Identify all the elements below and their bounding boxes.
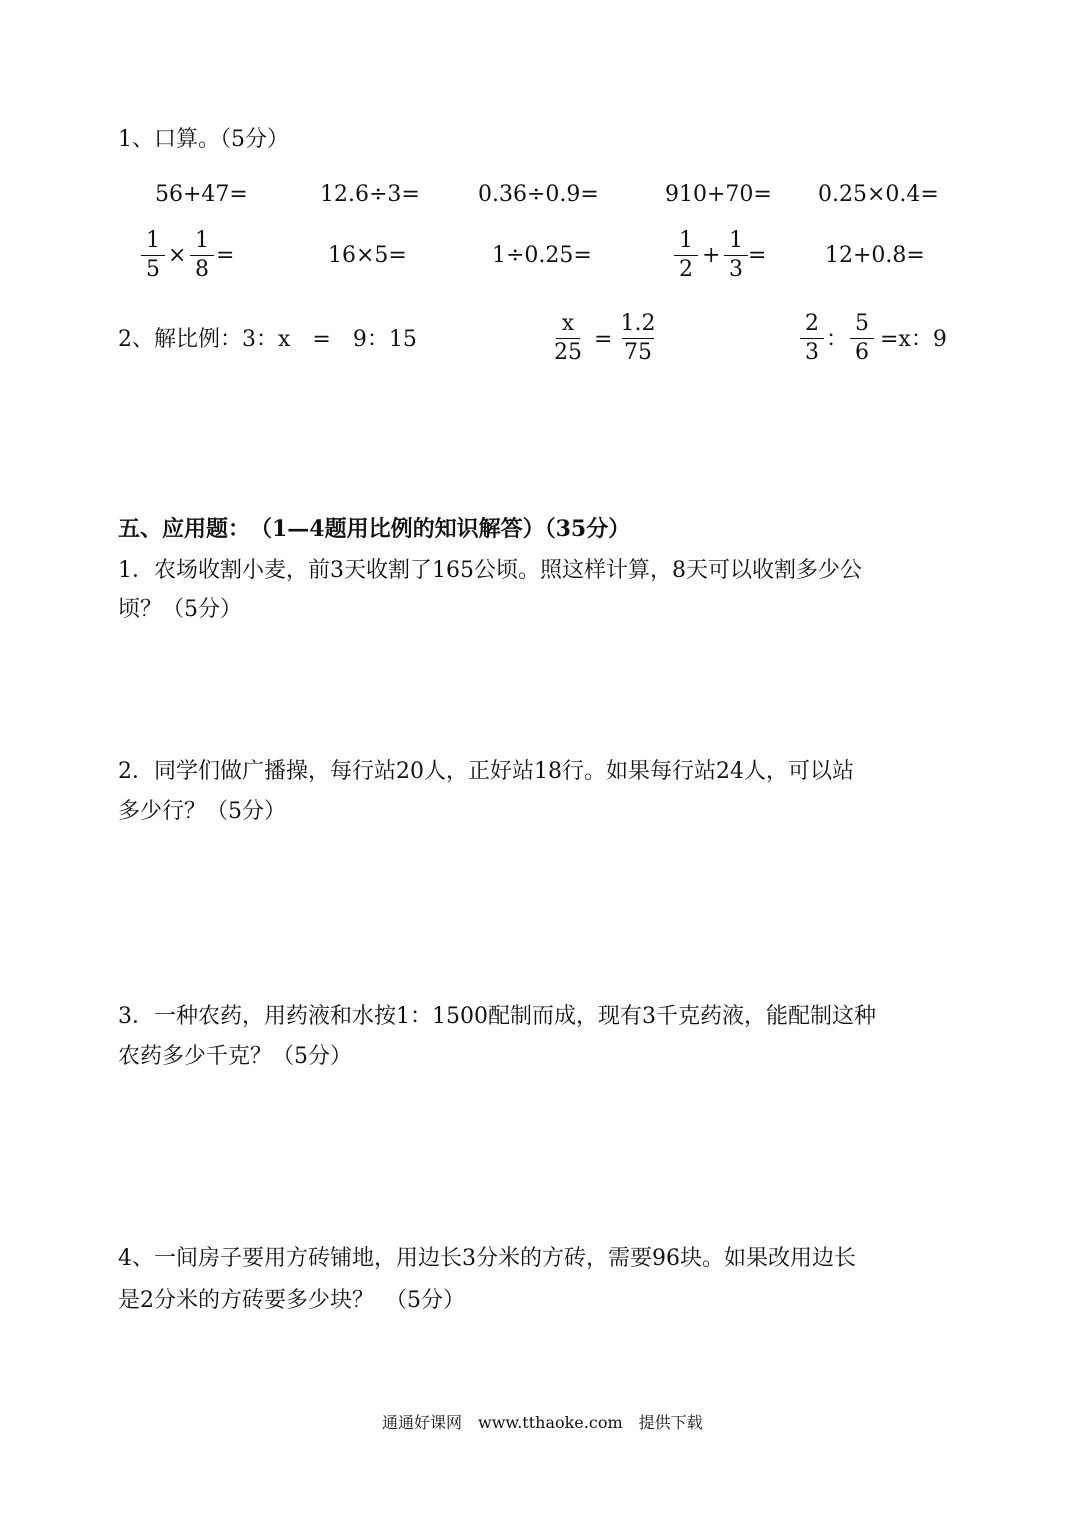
fraction-denominator: 2 [679, 257, 693, 282]
calc-row1-item: 0.25×0.4= [818, 182, 939, 207]
calc-row1-item: 56+47= [155, 182, 248, 207]
problem-line: 顷？（5分） [118, 597, 242, 622]
fraction [133, 228, 173, 283]
calc-row1-item: 12.6÷3= [320, 182, 420, 207]
fraction-bar [800, 338, 824, 339]
section-heading: 五、应用题： （1—4题用比例的知识解答）（35分） [118, 516, 631, 542]
fraction-bar [190, 255, 214, 256]
equals-sign: = [594, 327, 613, 352]
fraction-denominator: 3 [729, 257, 743, 282]
fraction-denominator: 25 [554, 340, 582, 365]
fraction-numerator: 1 [146, 228, 160, 253]
fraction-numerator: 5 [855, 311, 869, 336]
footer-text: 通通好课网 www.tthaoke.com 提供下载 [382, 1413, 703, 1432]
fraction-numerator: 1.2 [620, 311, 656, 336]
problem-line: 4、一间房子要用方砖铺地，用边长3分米的方砖，需要96块。如果改用边长 [118, 1246, 856, 1271]
fraction-denominator: 8 [195, 257, 209, 282]
calc-row2-item: 12+0.8= [825, 243, 925, 268]
problem-line: 农药多少千克？（5分） [118, 1044, 352, 1069]
fraction-numerator: 1 [195, 228, 209, 253]
problem-line: 3．一种农药，用药液和水按1：1500配制而成，现有3千克药液，能配制这种 [118, 1004, 876, 1029]
fraction-numerator: x [561, 311, 575, 336]
fraction-denominator: 5 [146, 257, 160, 282]
fraction [842, 311, 882, 366]
fraction-numerator: 2 [805, 311, 819, 336]
fraction-bar [622, 338, 654, 339]
calc-row1-item: 0.36÷0.9= [478, 182, 599, 207]
fraction-bar [141, 255, 165, 256]
calc-row2-item: 16×5= [328, 243, 407, 268]
colon-sign: ： [826, 327, 849, 352]
fraction-denominator: 3 [805, 340, 819, 365]
fraction-denominator: 75 [624, 340, 652, 365]
fraction-numerator: 1 [679, 228, 693, 253]
fraction-denominator: 6 [855, 340, 869, 365]
equals-sign: = [748, 243, 767, 268]
problem-line: 是2分米的方砖要多少块？ （5分） [118, 1288, 465, 1313]
problem-line: 2．同学们做广播操，每行站20人，正好站18行。如果每行站24人，可以站 [118, 759, 854, 784]
fraction [548, 311, 588, 366]
calc-row2-item: 1÷0.25= [492, 243, 592, 268]
problem-line: 多少行？（5分） [118, 799, 286, 824]
equals-sign: = [216, 243, 235, 268]
fraction-bar [724, 255, 748, 256]
calc-row1-item: 910+70= [665, 182, 772, 207]
proportion-remainder: =x：9 [880, 327, 947, 352]
plus-sign: + [702, 243, 721, 268]
fraction-bar [556, 338, 580, 339]
problem-line: 1．农场收割小麦，前3天收割了165公顷。照这样计算，8天可以收割多少公 [118, 558, 862, 583]
q2-title: 2、解比例：3：x = 9：15 [118, 327, 417, 352]
multiply-sign: × [168, 243, 187, 268]
q1-title: 1、口算。（5分） [118, 127, 289, 152]
fraction-bar [674, 255, 698, 256]
fraction-bar [850, 338, 874, 339]
fraction-numerator: 1 [729, 228, 743, 253]
fraction [614, 311, 662, 366]
fraction [666, 228, 706, 283]
